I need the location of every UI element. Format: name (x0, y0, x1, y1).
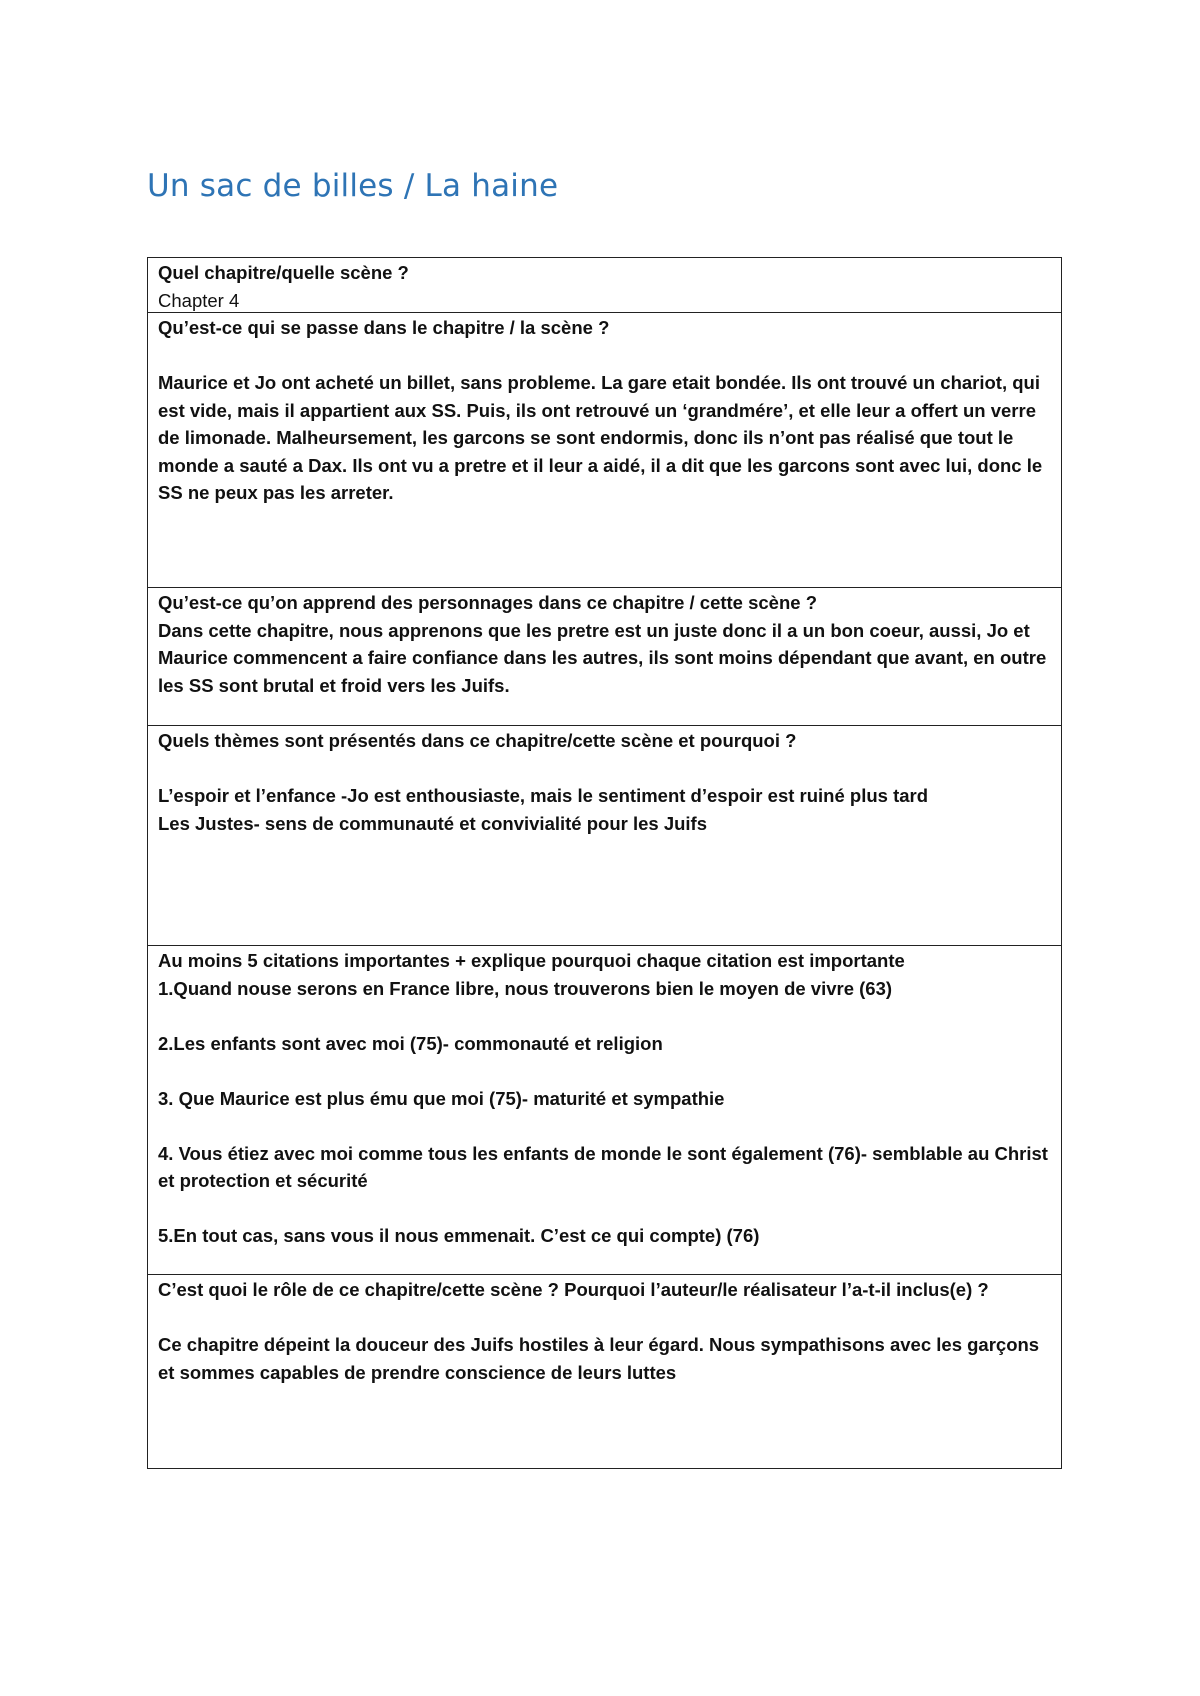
row-characters (148, 588, 1061, 726)
quote-item: 3. Que Maurice est plus ému que moi (75)- maturité et sympathie (158, 1087, 725, 1109)
quote-item: 5.En tout cas, sans vous il nous emmenait. C’est ce qui compte) (76) (158, 1225, 760, 1246)
answer-chapter: Chapter 4 (158, 289, 240, 311)
question-chapter: Quel chapitre/quelle scène ? (158, 262, 409, 283)
row-quotes (148, 946, 1061, 1275)
worksheet-table (147, 257, 1062, 1469)
question-what-happens: Qu’est-ce qui se passe dans le chapitre / la scène ? (158, 317, 610, 338)
question-quotes: Au moins 5 citations importantes + explique pourquoi chaque citation est importante (158, 950, 905, 971)
question-themes: Quels thèmes sont présentés dans ce chapitre/cette scène et pourquoi ? (158, 730, 797, 751)
quote-item: 1.Quand nouse serons en France libre, nous trouverons bien le moyen de vivre (63) (158, 977, 893, 999)
question-role: C’est quoi le rôle de ce chapitre/cette scène ? Pourquoi l’auteur/le réalisateur l’a-t-il inclus(e) ? (158, 1279, 989, 1300)
row-role (148, 1275, 1061, 1468)
row-themes (148, 726, 1061, 946)
theme-line: L’espoir et l’enfance -Jo est enthousiaste, mais le sentiment d’espoir est ruiné plus tard (158, 785, 929, 806)
answer-what-happens: Maurice et Jo ont acheté un billet, sans probleme. La gare etait bondée. Ils ont trouvé un chariot, qui est vide, mais il appartient aux SS. Puis, ils ont retrouvé un ‘grandmére’, et elle leur a offert un verre de limonade. Malheursement, les garcons se sont endormis, donc ils n’ont pas réalisé que tout le monde a sauté a Dax. Ils ont vu a pretre et il leur a aidé, il a dit que les garcons sont avec lui, donc le SS ne peux pas les arreter. (158, 372, 1043, 503)
row-chapter (148, 258, 1061, 313)
answer-role: Ce chapitre dépeint la douceur des Juifs hostiles à leur égard. Nous sympathisons avec les garçons et sommes capables de prendre conscience de leurs luttes (158, 1334, 1040, 1383)
question-characters: Qu’est-ce qu’on apprend des personnages dans ce chapitre / cette scène ? (158, 592, 817, 613)
quote-item: 4. Vous étiez avec moi comme tous les enfants de monde le sont également (76)- semblable au Christ et protection et sécurité (158, 1142, 1048, 1191)
document-title: Un sac de billes / La haine (147, 168, 559, 204)
theme-line: Les Justes- sens de communauté et convivialité pour les Juifs (158, 812, 708, 834)
answer-characters: Dans cette chapitre, nous apprenons que les pretre est un juste donc il a un bon coeur, aussi, Jo et Maurice commencent a faire confiance dans les autres, ils sont moins dépendant que avant, en outre les SS sont brutal et froid vers les Juifs. (158, 619, 1047, 696)
row-what-happens (148, 313, 1061, 588)
quote-item: 2.Les enfants sont avec moi (75)- commonauté et religion (158, 1032, 663, 1054)
